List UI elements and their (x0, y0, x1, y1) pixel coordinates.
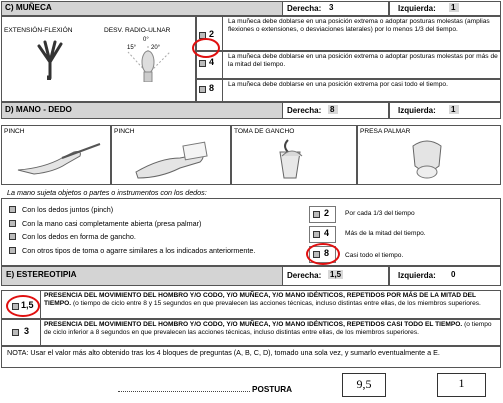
section-c-row-text-2: La muñeca debe doblarse en una posición extrema o adoptar posturas molestas (amplias flexiones o extensiones, o desviaciones laterales) por lo menos 1/3 del tiempo. (228, 18, 490, 33)
section-c-score-2: 2 (209, 29, 215, 39)
section-e-row-normal-1-5: (o tiempo de ciclo entre 8 y 15 segundos en que prevalecen las acciones técnicas, incluso distintas entre ellas, de los miembros superiores. (71, 299, 481, 307)
section-e-izquierda-label: Izquierda: (398, 271, 436, 280)
wrist-flexion-illustration (15, 40, 85, 80)
grip-label-toma-gancho: TOMA DE GANCHO (234, 128, 295, 135)
section-c-derecha-label: Derecha: (287, 4, 322, 13)
section-d-score-8: 8 (324, 248, 330, 258)
section-c-derecha-value: 3 (329, 3, 334, 12)
section-e-row-normal-3: (o tiempo de ciclo inferior a 8 segundos en que prevalecen las acciones técnicas, incluso distintas entre ellas, de los miembros superiores. (44, 321, 492, 336)
angle-left-label: 15° (127, 45, 137, 51)
section-e-checkbox-3[interactable] (12, 329, 19, 336)
option-label-otros: Con otros tipos de toma o agarre similares a los indicados anteriormente. (22, 246, 256, 255)
section-d-score-text-4: Más de la mitad del tiempo. (345, 230, 426, 237)
pinch-hand-illustration (14, 140, 104, 180)
section-e-izquierda-value: 0 (451, 270, 456, 279)
radio-ulnar-illustration (108, 44, 188, 82)
option-checkbox-gancho[interactable] (9, 233, 16, 240)
grip-label-pinch-1: PINCH (4, 128, 25, 135)
section-c-izquierda-value: 1 (449, 3, 459, 12)
extension-flexion-label: EXTENSIÓN-FLEXIÓN (4, 27, 73, 34)
section-d-checkbox-4[interactable] (313, 231, 320, 238)
section-d-score-2: 2 (324, 208, 330, 218)
section-e-row-bold-3: PRESENCIA DEL MOVIMIENTO DEL HOMBRO Y/O CODO, Y/O MUÑECA, Y/O MANO IDÉNTICOS, REPETIDOS CASI TODO EL TIEMPO. (44, 321, 463, 328)
section-d-title: D) MANO - DEDO (5, 105, 72, 114)
section-e-row-text-1-5 (44, 292, 499, 307)
section-e-derecha-value: 1,5 (330, 270, 342, 279)
section-c-row-text-8: La muñeca debe doblarse en una posición extrema por casi todo el tiempo. (228, 81, 448, 88)
section-d-score-4: 4 (324, 228, 330, 238)
postura-label: POSTURA (252, 385, 293, 394)
section-d-derecha-value: 8 (328, 105, 338, 114)
section-d-izquierda-value: 1 (449, 105, 459, 114)
option-label-gancho: Con los dedos en forma de gancho. (22, 232, 136, 241)
grip-label-pinch-2: PINCH (114, 128, 135, 135)
angle-right-label: 20° (151, 45, 161, 51)
red-circle-annotation (6, 295, 40, 317)
section-c-izquierda-label: Izquierda: (398, 4, 436, 13)
section-d-izquierda-label: Izquierda: (398, 106, 436, 115)
postura-left-value[interactable]: 1 (437, 373, 486, 397)
grip-label-presa-palmar: PRESA PALMAR (360, 128, 411, 135)
section-d-derecha-label: Derecha: (287, 106, 322, 115)
section-c-row-text-4: La muñeca debe doblarse en una posición extrema o adoptar posturas molestas por más de la mitad del tiempo. (228, 53, 498, 68)
section-e-nota: NOTA: Usar el valor más alto obtenido tras los 4 bloques de preguntas (A, B, C, D), tomado una sola vez, y sumarlo eventualmente a E. (7, 348, 440, 357)
section-d-score-text-8: Casi todo el tiempo. (345, 252, 404, 259)
option-label-pinch: Con los dedos juntos (pinch) (22, 205, 114, 214)
option-checkbox-pinch[interactable] (9, 206, 16, 213)
palmar-grip-illustration (405, 136, 449, 182)
postura-dotted-line (118, 391, 250, 392)
section-e-row-text-3 (44, 321, 499, 336)
option-label-palmar: Con la mano casi completamente abierta (presa palmar) (22, 219, 202, 228)
section-c-checkbox-4[interactable] (199, 60, 206, 67)
section-c-checkbox-8[interactable] (199, 86, 206, 93)
red-circle-annotation (192, 38, 220, 58)
section-e-derecha-label: Derecha: (287, 271, 322, 280)
option-checkbox-palmar[interactable] (9, 220, 16, 227)
section-e-score-3: 3 (24, 326, 30, 336)
section-c-title: C) MUÑECA (5, 3, 52, 12)
red-circle-annotation (306, 243, 340, 265)
desv-radio-ulnar-label: DESV. RADIO-ULNAR (104, 27, 171, 34)
section-c-score-4: 4 (209, 57, 215, 67)
section-d-score-text-2: Por cada 1/3 del tiempo (345, 210, 415, 217)
pinch-card-illustration (130, 138, 220, 180)
section-e-score-1-5: 1,5 (21, 300, 34, 310)
hook-grip-illustration (272, 136, 312, 182)
section-d-question: La mano sujeta objetos o partes o instrumentos con los dedos: (7, 188, 207, 197)
angle-top-label: 0° (143, 37, 149, 43)
section-d-checkbox-2[interactable] (313, 211, 320, 218)
section-c-score-8: 8 (209, 83, 215, 93)
section-e-title: E) ESTEREOTIPIA (6, 270, 77, 279)
option-checkbox-otros[interactable] (9, 247, 16, 254)
section-e-row-bold-1-5: PRESENCIA DEL MOVIMIENTO DEL HOMBRO Y/O CODO, Y/O MUÑECA, Y/O MANO IDÉNTICOS, REPETIDOS POR MÁS DE LA MITAD DEL TIEMPO. (44, 292, 476, 307)
postura-right-value[interactable]: 9,5 (342, 373, 386, 397)
